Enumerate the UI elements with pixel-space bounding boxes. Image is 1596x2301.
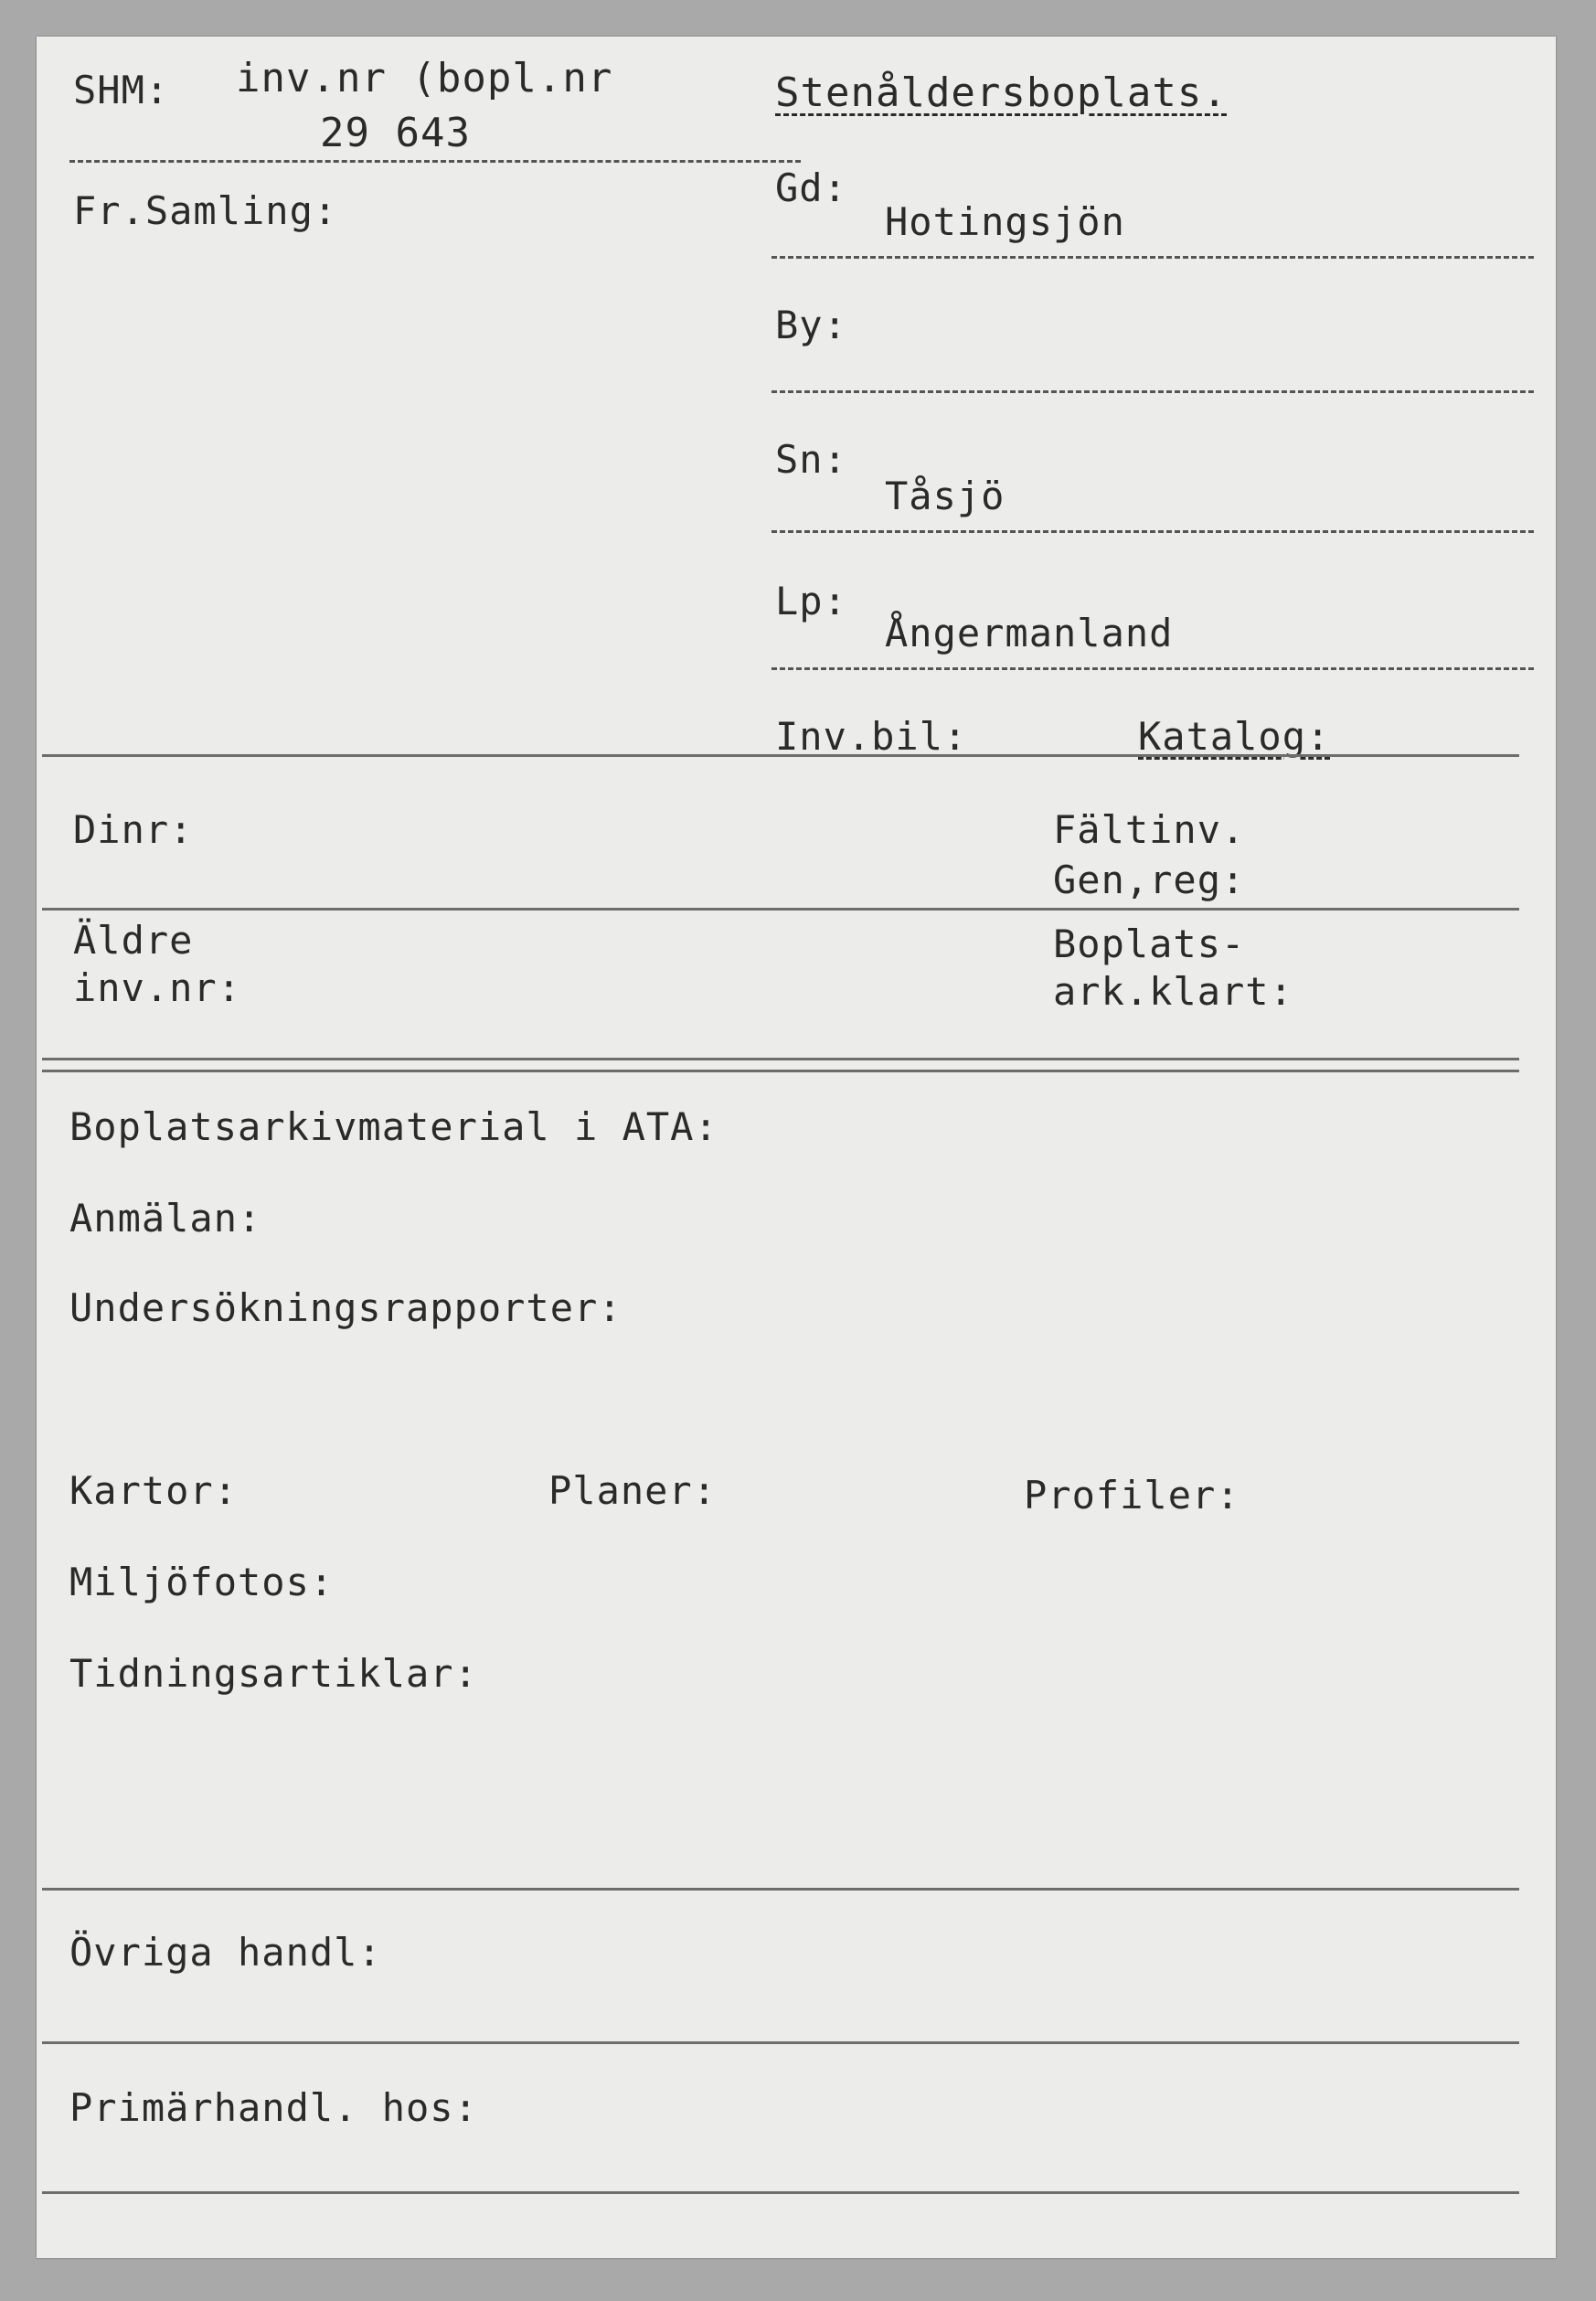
lp-rule — [771, 667, 1534, 670]
section-rule-3 — [42, 1888, 1519, 1891]
gd-label: Gd: — [775, 165, 847, 210]
lp-label: Lp: — [775, 579, 847, 623]
section-rule-2 — [42, 908, 1519, 911]
sn-label: Sn: — [775, 437, 847, 482]
planer-label: Planer: — [548, 1468, 718, 1513]
top-left-rule — [69, 160, 801, 163]
profiler-label: Profiler: — [1024, 1473, 1240, 1518]
gd-value: Hotingsjön — [885, 199, 1125, 244]
section-rule-5 — [42, 2191, 1519, 2194]
ark-klart-label: ark.klart: — [1053, 969, 1293, 1014]
boplatsarkiv-label: Boplatsarkivmaterial i ATA: — [69, 1104, 718, 1149]
card-title: Stenåldersboplats. — [775, 69, 1228, 116]
primarhandl-label: Primärhandl. hos: — [69, 2085, 478, 2130]
kartor-label: Kartor: — [69, 1468, 239, 1513]
double-rule-top — [42, 1058, 1519, 1060]
gen-reg-label: Gen,reg: — [1053, 858, 1246, 902]
section-rule-1 — [42, 754, 1519, 757]
aldre-label: Äldre — [73, 918, 194, 963]
double-rule-bottom — [42, 1070, 1519, 1072]
section-rule-4 — [42, 2041, 1519, 2044]
faltinv-label: Fältinv. — [1053, 807, 1246, 852]
tidningsartiklar-label: Tidningsartiklar: — [69, 1651, 478, 1696]
gd-rule — [771, 256, 1534, 259]
inv-nr-value: 29 643 — [320, 110, 471, 156]
sn-value: Tåsjö — [885, 474, 1005, 518]
inv-bil-label: Inv.bil: — [775, 714, 968, 759]
fr-samling-label: Fr.Samling: — [73, 188, 338, 233]
shm-label: SHM: — [73, 68, 170, 112]
aldre-inv-nr-label: inv.nr: — [73, 965, 242, 1010]
ovriga-handl-label: Övriga handl: — [69, 1930, 382, 1975]
undersokningsrapporter-label: Undersökningsrapporter: — [69, 1285, 622, 1330]
dinr-label: Dinr: — [73, 807, 194, 852]
anmalan-label: Anmälan: — [69, 1196, 262, 1241]
katalog-label: Katalog: — [1138, 714, 1331, 759]
by-label: By: — [775, 303, 847, 347]
boplats-label: Boplats- — [1053, 921, 1246, 966]
archive-card — [37, 37, 1556, 2258]
miljofotos-label: Miljöfotos: — [69, 1560, 335, 1604]
inv-nr-label: inv.nr (bopl.nr — [236, 55, 613, 101]
lp-value: Ångermanland — [885, 611, 1174, 655]
sn-rule — [771, 530, 1534, 533]
by-rule — [771, 390, 1534, 393]
